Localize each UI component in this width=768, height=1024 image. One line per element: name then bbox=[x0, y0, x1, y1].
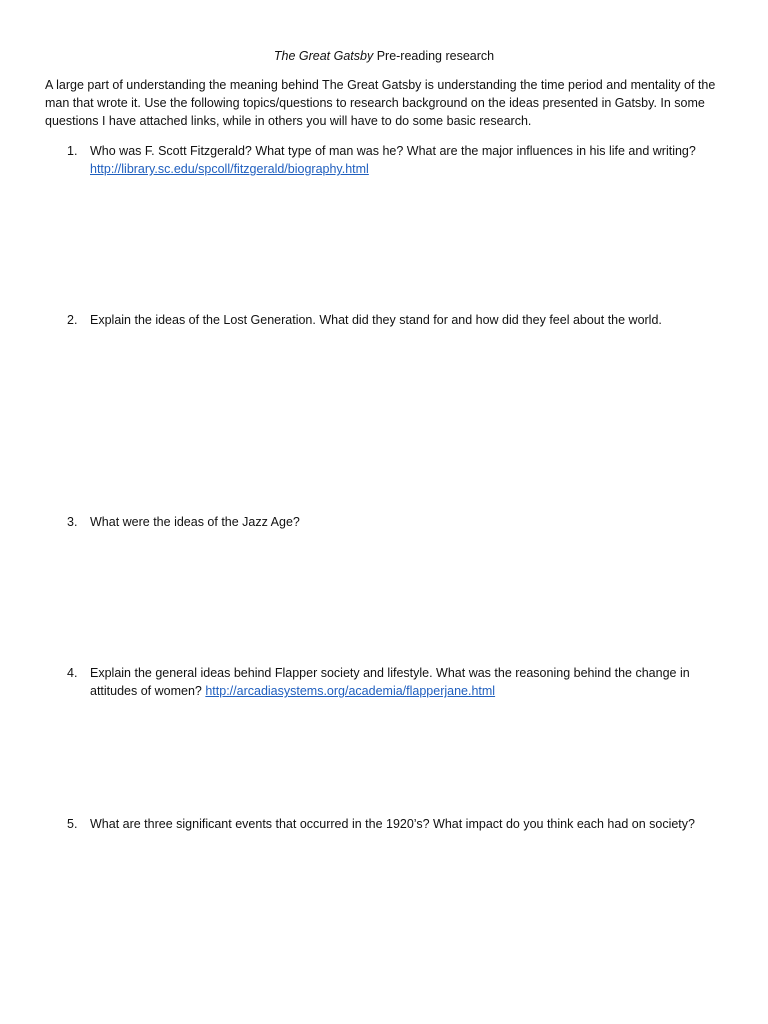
intro-paragraph: A large part of understanding the meaning behind The Great Gatsby is understanding the time period and mentality of the man that wrote it. Use the following topics/questions to research background on the ideas presented in Gatsby. In some questions I have attached links, while in others you will have to do some basic research. bbox=[45, 78, 716, 128]
question-number: 5. bbox=[67, 817, 78, 831]
question-4 bbox=[45, 664, 735, 700]
flapper-article-link[interactable]: http://arcadiasystems.org/academia/flapperjane.html bbox=[205, 684, 496, 698]
question-text: What were the ideas of the Jazz Age? bbox=[90, 515, 300, 529]
fitzgerald-biography-link[interactable]: http://library.sc.edu/spcoll/fitzgerald/biography.html bbox=[90, 162, 369, 176]
question-number: 4. bbox=[67, 666, 78, 680]
question-text: Who was F. Scott Fitzgerald? What type of man was he? What are the major influences in his life and writing? bbox=[90, 144, 696, 158]
title-suffix: Pre-reading research bbox=[373, 49, 495, 63]
question-3 bbox=[45, 513, 735, 531]
question-number: 3. bbox=[67, 515, 78, 529]
question-2 bbox=[45, 311, 735, 329]
page-title bbox=[0, 47, 768, 65]
question-text: Explain the general ideas behind Flapper society and lifestyle. What was the reasoning behind the change in attitudes of women? bbox=[90, 666, 690, 698]
question-number: 2. bbox=[67, 313, 78, 327]
question-5 bbox=[45, 815, 735, 833]
title-book-name: The Great Gatsby bbox=[273, 49, 374, 63]
question-text: What are three significant events that occurred in the 1920’s? What impact do you think each had on society? bbox=[90, 817, 695, 831]
question-number: 1. bbox=[67, 144, 78, 158]
question-1 bbox=[45, 142, 735, 178]
question-text: Explain the ideas of the Lost Generation. What did they stand for and how did they feel about the world. bbox=[90, 313, 662, 327]
